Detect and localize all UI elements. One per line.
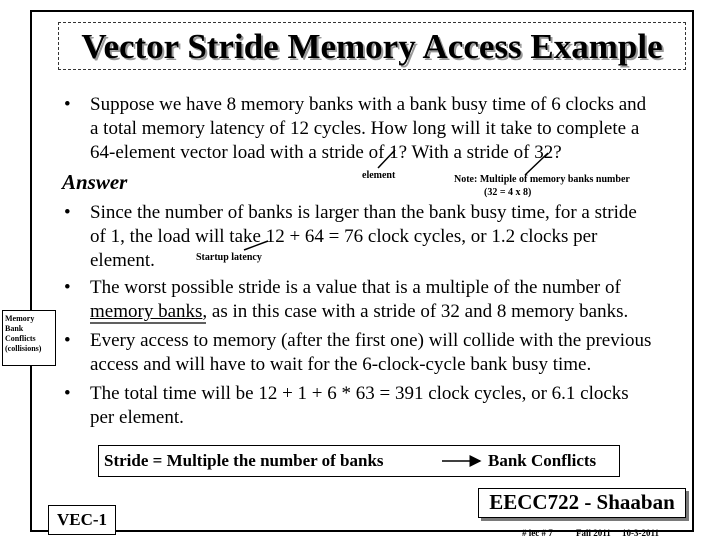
date-label: 10-3-2011 bbox=[622, 528, 659, 538]
note-annotation-formula: (32 = 4 x 8) bbox=[484, 187, 532, 198]
bullet-marker: • bbox=[64, 94, 71, 115]
slide-title: Vector Stride Memory Access Example bbox=[81, 27, 663, 66]
note-pointer-line bbox=[525, 153, 548, 175]
startup-pointer-line bbox=[244, 241, 268, 250]
bullet-marker: • bbox=[64, 383, 71, 404]
bullet2-line-1: Since the number of banks is larger than the bank busy time, for a stride bbox=[90, 202, 637, 223]
memory-banks-underlined: memory banks bbox=[90, 301, 203, 322]
bullet3-line-2-rest: , as in this case with a stride of 32 and 8 memory banks. bbox=[202, 301, 629, 322]
bullet-marker: • bbox=[64, 202, 71, 223]
bullet5-line-1: The total time will be 12 + 1 + 6 * 63 = 391 clock cycles, or 6.1 clocks bbox=[90, 383, 629, 404]
bullet4-line-2: access and will have to wait for the 6-clock-cycle bank busy time. bbox=[90, 354, 592, 375]
question-line-3: 64-element vector load with a stride of 1? With a stride of 32? bbox=[90, 142, 562, 163]
element-annotation: element bbox=[362, 170, 396, 181]
bullet3-line-1: The worst possible stride is a value that is a multiple of the number of bbox=[90, 277, 621, 298]
side-note-line: Conflicts bbox=[5, 334, 36, 343]
lecture-number: # lec # 7 bbox=[522, 528, 553, 538]
course-label: EECC722 - Shaaban bbox=[478, 488, 686, 518]
vec-label: VEC-1 bbox=[48, 505, 116, 535]
element-pointer-line bbox=[378, 150, 395, 168]
side-note-line: Bank bbox=[5, 324, 24, 333]
side-note-line: Memory bbox=[5, 314, 35, 323]
question-line-2: a total memory latency of 12 cycles. How long will it take to complete a bbox=[90, 118, 640, 139]
question-line-1: Suppose we have 8 memory banks with a bank busy time of 6 clocks and bbox=[90, 94, 647, 115]
stride-summary-right: Bank Conflicts bbox=[488, 451, 597, 470]
term-label: Fall 2011 bbox=[576, 528, 611, 538]
bullet2-line-3: element. bbox=[90, 250, 155, 271]
bullet5-line-2: per element. bbox=[90, 407, 184, 428]
bullet-marker: • bbox=[64, 330, 71, 351]
bullet2-line-2: of 1, the load will take 12 + 64 = 76 clock cycles, or 1.2 clocks per bbox=[90, 226, 598, 247]
stride-summary-left: Stride = Multiple the number of banks bbox=[104, 451, 384, 470]
note-annotation: Note: Multiple of memory banks number bbox=[454, 174, 630, 185]
bullet4-line-1: Every access to memory (after the first one) will collide with the previous bbox=[90, 330, 652, 351]
answer-label: Answer bbox=[62, 170, 128, 194]
side-note-line: (collisions) bbox=[5, 344, 42, 353]
bullet-marker: • bbox=[64, 277, 71, 298]
startup-annotation: Startup latency bbox=[196, 252, 262, 263]
